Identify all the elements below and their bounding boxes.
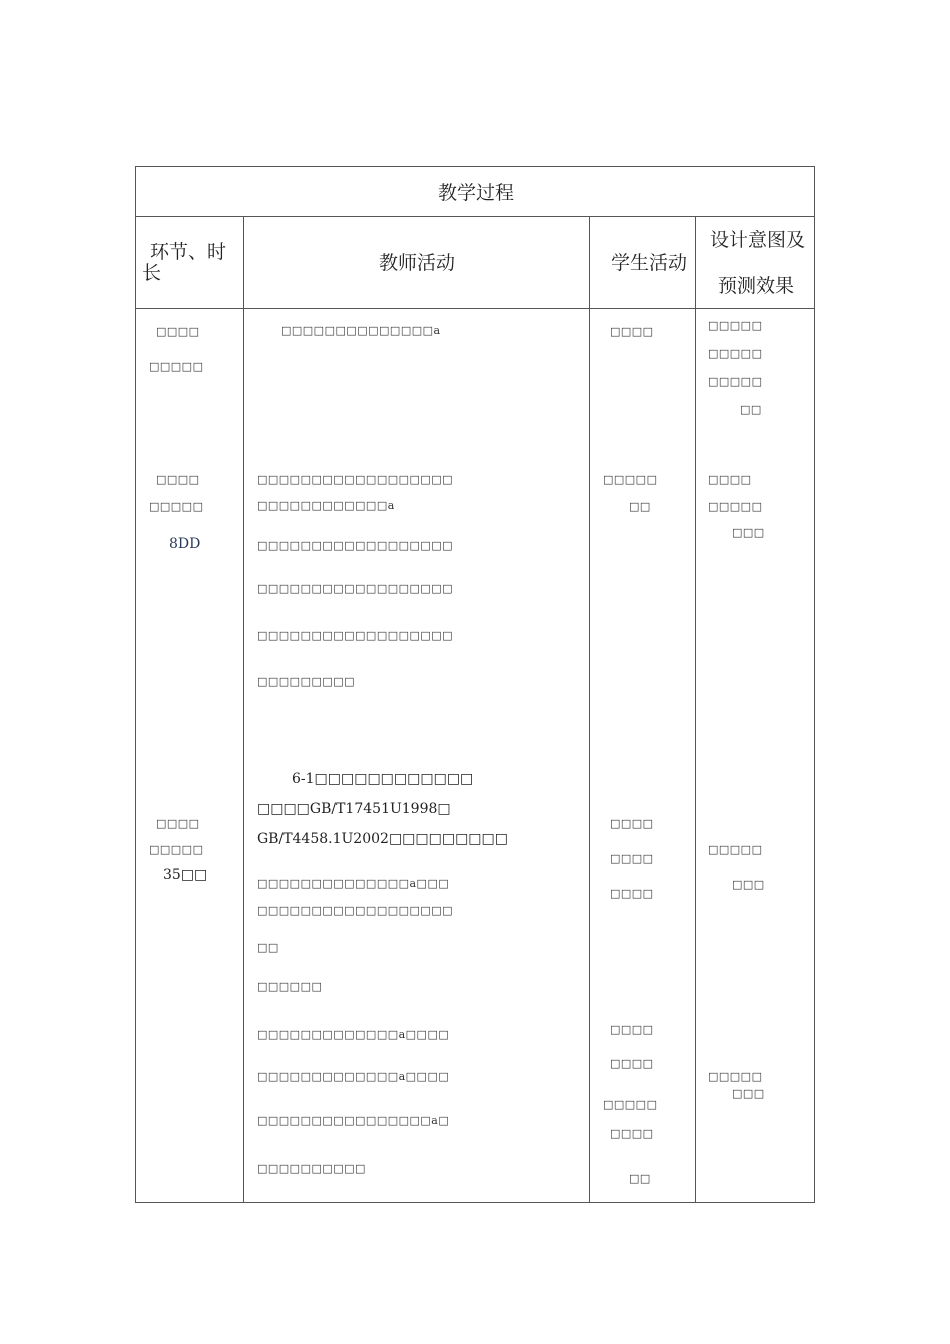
row3-stage-line1: □□□□ xyxy=(156,817,200,830)
row2-teacher-line4: □□□□□□□□□□□□□□□□□□ xyxy=(257,582,454,595)
col-divider-2 xyxy=(589,216,590,1202)
table-title: 教学过程 xyxy=(438,182,515,204)
row2-teacher-line3: □□□□□□□□□□□□□□□□□□ xyxy=(257,539,454,552)
row3-design-line1: □□□□□ xyxy=(708,843,763,856)
row3-teacher-line1: 6-1□□□□□□□□□□□□ xyxy=(292,771,474,787)
row2-teacher-line5: □□□□□□□□□□□□□□□□□□ xyxy=(257,629,454,642)
row3-teacher-line4: □□□□□□□□□□□□□□a□□□ xyxy=(257,877,450,890)
row3-teacher-line3: GB/T4458.1U2002□□□□□□□□□ xyxy=(257,831,508,847)
row1-design-line1: □□□□□ xyxy=(708,319,763,332)
row3-design-line3: □□□□□ xyxy=(708,1070,763,1083)
header-design-line1: 设计意图及 xyxy=(710,229,806,251)
row1-stage-line2: □□□□□ xyxy=(149,360,204,373)
header-student: 学生活动 xyxy=(611,252,688,274)
row3-student-line6: □□□□□ xyxy=(603,1098,658,1111)
row2-stage-line1: □□□□ xyxy=(156,473,200,486)
row2-teacher-line2: □□□□□□□□□□□□a xyxy=(257,499,395,512)
row3-teacher-line2: □□□□GB/T17451U1998□ xyxy=(257,801,451,817)
row3-teacher-line10: □□□□□□□□□□□□□□□□a□ xyxy=(257,1114,450,1127)
col-divider-3 xyxy=(695,216,696,1202)
row2-student-line2: □□ xyxy=(629,500,651,513)
row2-stage-line2: □□□□□ xyxy=(149,500,204,513)
row2-design-line2: □□□□□ xyxy=(708,500,763,513)
header-stage-line1: 环节、时 xyxy=(150,241,227,263)
row3-teacher-line7: □□□□□□ xyxy=(257,980,323,993)
row3-teacher-line6: □□ xyxy=(257,941,279,954)
header-divider xyxy=(136,308,814,309)
row3-student-line8: □□ xyxy=(629,1172,651,1185)
row1-design-line3: □□□□□ xyxy=(708,375,763,388)
row1-design-line2: □□□□□ xyxy=(708,347,763,360)
row1-teacher-line1: □□□□□□□□□□□□□□a xyxy=(281,324,441,337)
row2-design-line1: □□□□ xyxy=(708,473,752,486)
row3-student-line3: □□□□ xyxy=(610,887,654,900)
row3-design-line4: □□□ xyxy=(732,1087,765,1100)
header-teacher: 教师活动 xyxy=(379,252,456,274)
row3-teacher-line11: □□□□□□□□□□ xyxy=(257,1162,366,1175)
row2-teacher-line6: □□□□□□□□□ xyxy=(257,675,356,688)
row1-student-line1: □□□□ xyxy=(610,325,654,338)
teaching-process-table xyxy=(135,166,815,1203)
row3-student-line2: □□□□ xyxy=(610,852,654,865)
row2-student-line1: □□□□□ xyxy=(603,473,658,486)
row1-design-line4: □□ xyxy=(740,403,762,416)
header-stage-line2: 长 xyxy=(142,262,162,284)
row3-design-line2: □□□ xyxy=(732,878,765,891)
row3-stage-line2: □□□□□ xyxy=(149,843,204,856)
col-divider-1 xyxy=(243,216,244,1202)
row2-stage-duration: 8DD xyxy=(169,536,201,552)
row1-stage-line1: □□□□ xyxy=(156,325,200,338)
row2-design-line3: □□□ xyxy=(732,526,765,539)
row3-teacher-line5: □□□□□□□□□□□□□□□□□□ xyxy=(257,904,454,917)
row3-student-line1: □□□□ xyxy=(610,817,654,830)
row3-teacher-line8: □□□□□□□□□□□□□a□□□□ xyxy=(257,1028,450,1041)
row2-teacher-line1: □□□□□□□□□□□□□□□□□□ xyxy=(257,473,454,486)
header-design-line2: 预测效果 xyxy=(718,275,795,297)
row3-student-line5: □□□□ xyxy=(610,1057,654,1070)
row3-teacher-line9: □□□□□□□□□□□□□a□□□□ xyxy=(257,1070,450,1083)
title-divider xyxy=(136,216,814,217)
row3-stage-duration: 35□□ xyxy=(163,867,208,883)
row3-student-line7: □□□□ xyxy=(610,1127,654,1140)
row3-student-line4: □□□□ xyxy=(610,1023,654,1036)
